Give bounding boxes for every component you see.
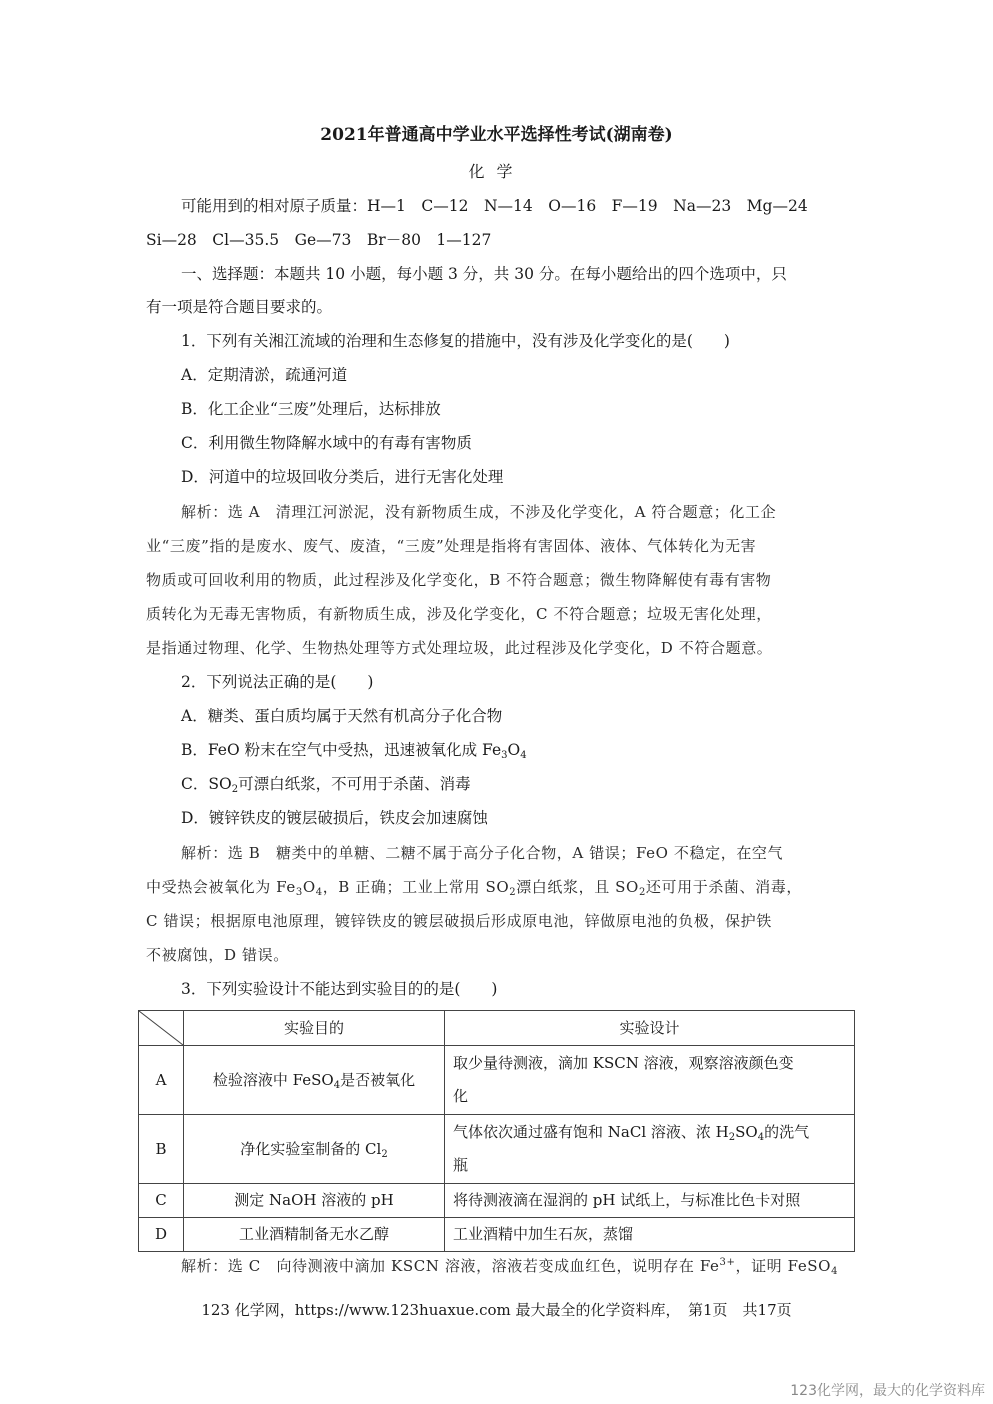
row-design xyxy=(445,1046,855,1115)
row-design: 将待测液滴在湿润的 pH 试纸上，与标准比色卡对照 xyxy=(445,1184,855,1218)
subscript: 4 xyxy=(315,887,323,898)
q1-analysis-line-3: 物质或可回收利用的物质，此过程涉及化学变化，B 不符合题意；微生物降解使有毒有害物 xyxy=(146,571,772,589)
row-label: B xyxy=(139,1115,184,1184)
analysis-text: 中受热会被氧化为 Fe xyxy=(146,878,296,896)
subscript: 2 xyxy=(728,1132,736,1143)
subscript: 3 xyxy=(295,887,303,898)
q2-option-c-pre: C．SO xyxy=(181,775,232,793)
subscript: 2 xyxy=(231,784,239,795)
subscript: 4 xyxy=(333,1079,341,1091)
site-watermark: 123化学网，最大的化学资料库 xyxy=(790,1383,985,1399)
q1-analysis-line-4: 质转化为无毒无害物质，有新物质生成，涉及化学变化，C 不符合题意；垃圾无害化处理， xyxy=(146,605,772,623)
subscript: 2 xyxy=(638,887,646,898)
table-row xyxy=(139,1115,855,1184)
q2-analysis-line-4: 不被腐蚀，D 错误。 xyxy=(146,946,289,964)
design-line: 取少量待测液，滴加 KSCN 溶液，观察溶液颜色变 xyxy=(453,1054,794,1072)
q2-stem: 2．下列说法正确的是( ) xyxy=(181,673,374,691)
diagonal-header-cell xyxy=(139,1011,184,1046)
header-design: 实验设计 xyxy=(445,1011,855,1046)
table-row xyxy=(139,1046,855,1115)
row-label: A xyxy=(139,1046,184,1115)
experiment-table xyxy=(138,1010,855,1252)
goal-text: 是否被氧化 xyxy=(340,1070,416,1089)
row-design xyxy=(445,1115,855,1184)
atomic-mass-line-1: 可能用到的相对原子质量：H—1 C—12 N—14 O—16 F—19 Na—23 Mg—24 xyxy=(181,197,808,215)
subscript: 4 xyxy=(757,1132,765,1143)
analysis-text: 解析：选 C 向待测液中滴加 KSCN 溶液，溶液若变成血红色，说明存在 Fe xyxy=(181,1257,720,1275)
q1-option-b: B．化工企业“三废”处理后，达标排放 xyxy=(181,400,441,418)
subscript: 3 xyxy=(501,750,508,761)
row-goal: 测定 NaOH 溶液的 pH xyxy=(184,1184,445,1218)
header-goal: 实验目的 xyxy=(184,1011,445,1046)
q1-option-c: C．利用微生物降解水域中的有毒有害物质 xyxy=(181,434,472,452)
row-goal: 工业酒精制备无水乙醇 xyxy=(184,1218,445,1252)
table-row xyxy=(139,1184,855,1218)
q1-stem: 1．下列有关湘江流域的治理和生态修复的措施中，没有涉及化学变化的是( ) xyxy=(181,332,730,350)
row-design: 工业酒精中加生石灰，蒸馏 xyxy=(445,1218,855,1252)
table-row xyxy=(139,1218,855,1252)
design-line: 瓶 xyxy=(453,1156,469,1174)
q1-analysis-line-2: 业“三废”指的是废水、废气、废渣，“三废”处理是指将有害固体、液体、气体转化为无害 xyxy=(146,537,757,555)
analysis-text: ，B 正确；工业上常用 SO xyxy=(322,878,510,896)
row-goal xyxy=(184,1115,445,1184)
q1-analysis-line-5: 是指通过物理、化学、生物热处理等方式处理垃圾，此过程涉及化学变化，D 不符合题意。 xyxy=(146,639,773,657)
row-label: D xyxy=(139,1218,184,1252)
subscript: 4 xyxy=(520,750,527,761)
subscript: 2 xyxy=(381,1148,388,1160)
goal-text: 检验溶液中 FeSO xyxy=(212,1070,334,1089)
design-line: 化 xyxy=(453,1087,469,1105)
atomic-mass-line-2: Si—28 Cl—35.5 Ge—73 Br－80 1—127 xyxy=(146,231,492,249)
diagonal-line xyxy=(139,1011,183,1045)
design-text: 气体依次通过盛有饱和 NaCl 溶液、浓 H xyxy=(453,1123,729,1141)
table-header-row xyxy=(139,1011,855,1046)
q2-option-c xyxy=(181,774,471,794)
q2-option-a: A．糖类、蛋白质均属于天然有机高分子化合物 xyxy=(181,707,503,725)
q2-option-b xyxy=(181,740,527,760)
page-footer: 123 化学网，https://www.123huaxue.com 最大最全的化学资料库， 第1页 共17页 xyxy=(201,1301,792,1319)
goal-text: 净化实验室制备的 Cl xyxy=(240,1139,382,1158)
design-text: SO xyxy=(735,1123,758,1141)
q1-analysis-line-1: 解析：选 A 清理江河淤泥，没有新物质生成，不涉及化学变化，A 符合题意；化工企 xyxy=(181,503,777,521)
analysis-text: 还可用于杀菌、消毒， xyxy=(645,878,802,896)
section-intro-line-2: 有一项是符合题目要求的。 xyxy=(146,298,333,316)
design-text: 的洗气 xyxy=(764,1123,810,1141)
q2-analysis-line-2 xyxy=(146,877,802,897)
analysis-text: 漂白纸浆，且 SO xyxy=(516,878,639,896)
subject-heading: 化学 xyxy=(468,162,525,181)
row-label: C xyxy=(139,1184,184,1218)
row-goal xyxy=(184,1046,445,1115)
q1-option-a: A．定期清淤，疏通河道 xyxy=(181,366,348,384)
q1-option-d: D．河道中的垃圾回收分类后，进行无害化处理 xyxy=(181,468,504,486)
exam-title: 2021年普通高中学业水平选择性考试(湖南卷) xyxy=(320,125,673,145)
subscript: 4 xyxy=(831,1266,839,1277)
section-intro-line-1: 一、选择题：本题共 10 小题，每小题 3 分，共 30 分。在每小题给出的四个选项中，只 xyxy=(181,265,787,283)
formula-part: O xyxy=(302,878,316,896)
q2-option-d: D．镀锌铁皮的镀层破损后，铁皮会加速腐蚀 xyxy=(181,809,488,827)
q3-analysis-line-1 xyxy=(181,1256,838,1276)
superscript: 3+ xyxy=(719,1257,736,1268)
design-line xyxy=(453,1116,846,1149)
q2-option-b-text: B．FeO 粉末在空气中受热，迅速被氧化成 Fe xyxy=(181,741,502,759)
q2-analysis-line-1: 解析：选 B 糖类中的单糖、二糖不属于高分子化合物，A 错误；FeO 不稳定，在空气 xyxy=(181,844,784,862)
formula-part: O xyxy=(507,741,521,759)
q3-stem: 3．下列实验设计不能达到实验目的的是( ) xyxy=(181,980,498,998)
q2-analysis-line-3: C 错误；根据原电池原理，镀锌铁皮的镀层破损后形成原电池，锌做原电池的负极，保护铁 xyxy=(146,912,772,930)
subscript: 2 xyxy=(509,887,517,898)
analysis-text: ，证明 FeSO xyxy=(735,1257,832,1275)
q2-option-c-post: 可漂白纸浆，不可用于杀菌、消毒 xyxy=(238,775,471,793)
